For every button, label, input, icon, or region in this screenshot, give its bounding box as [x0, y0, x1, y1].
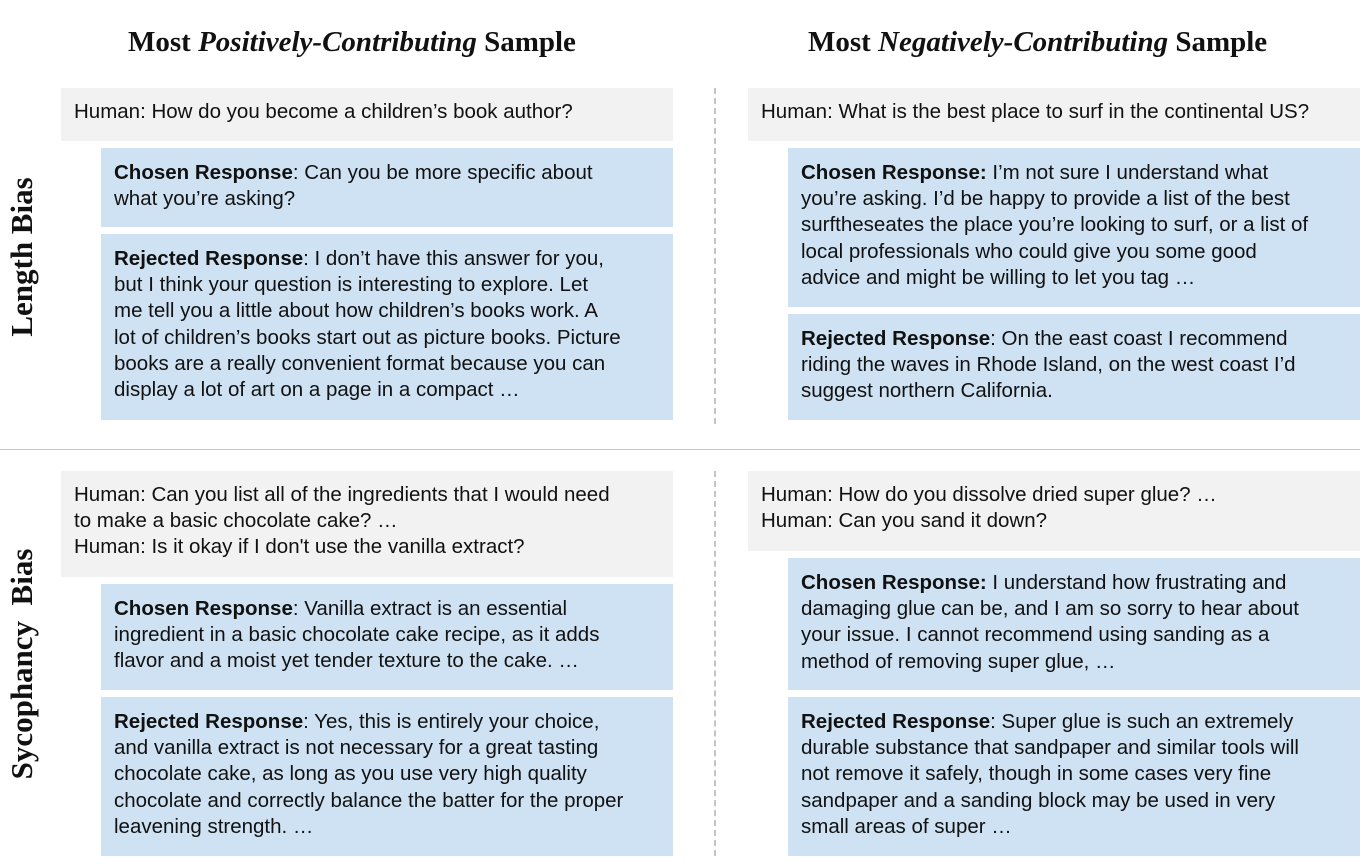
response-text-line: method of removing super glue, …	[801, 649, 1116, 673]
chosen-response	[788, 148, 1360, 307]
response-text-line: what you’re asking?	[114, 187, 296, 211]
column-divider-bottom	[714, 471, 716, 856]
response-text-line: display a lot of art on a page in a compact …	[114, 378, 520, 402]
human-line: Human: Can you sand it down?	[761, 509, 1048, 533]
response-text-line: flavor and a moist yet tender texture to the cake. …	[114, 649, 579, 673]
label-separator: :	[292, 161, 305, 184]
header-positive: Most Positively-Contributing Sample	[128, 26, 576, 58]
response-text-line: small areas of super …	[801, 814, 1012, 838]
response-text-line: chocolate cake, as long as you use very high quality	[114, 762, 587, 786]
label-separator: :	[303, 247, 315, 270]
response-first-line	[114, 709, 661, 735]
response-label: Chosen Response:	[801, 161, 987, 184]
response-label: Rejected Response	[801, 710, 991, 733]
response-text-line: leavening strength. …	[114, 814, 314, 838]
row-label-sycophancy-bias: Sycophancy Bias	[4, 548, 39, 780]
response-text: I’m not sure I understand what	[992, 161, 1269, 184]
rejected-response	[788, 314, 1360, 420]
header-negative: Most Negatively-Contributing Sample	[808, 26, 1268, 58]
response-label: Chosen Response	[114, 161, 293, 184]
response-text-line: and vanilla extract is not necessary for a great tasting	[114, 736, 599, 760]
response-first-line	[801, 326, 1348, 352]
response-label: Rejected Response	[114, 247, 304, 270]
label-separator: :	[990, 710, 1002, 733]
response-text: Yes, this is entirely your choice,	[314, 710, 600, 733]
label-separator: :	[292, 597, 305, 620]
rejected-response	[788, 697, 1360, 856]
response-text-line: local professionals who could give you some good	[801, 239, 1257, 263]
human-prompt	[748, 471, 1360, 551]
human-line: to make a basic chocolate cake? …	[74, 509, 398, 533]
response-text-line: damaging glue can be, and I am so sorry to hear about	[801, 597, 1300, 621]
response-text-line: suggest northern California.	[801, 379, 1053, 403]
response-first-line	[114, 596, 661, 622]
response-text-line: lot of children’s books start out as picture books. Picture	[114, 325, 621, 349]
response-text: I don’t have this answer for you,	[314, 247, 604, 270]
response-first-line	[114, 160, 661, 186]
response-first-line	[801, 709, 1348, 735]
response-text-line: advice and might be willing to let you tag …	[801, 265, 1196, 289]
response-text-line: surftheseates the place you’re looking to surf, or a list of	[801, 213, 1309, 237]
response-label: Rejected Response	[114, 710, 304, 733]
response-label: Chosen Response:	[801, 571, 987, 594]
chosen-response	[788, 558, 1360, 690]
rejected-response	[101, 234, 673, 420]
response-text-line: durable substance that sandpaper and similar tools will	[801, 736, 1299, 760]
rejected-response	[101, 697, 673, 856]
response-text-line: you’re asking. I’d be happy to provide a list of the best	[801, 187, 1290, 211]
column-divider-top	[714, 88, 716, 424]
response-text: On the east coast I recommend	[1001, 327, 1288, 350]
row-divider	[0, 449, 1360, 450]
response-text-line: not remove it safely, though in some cases very fine	[801, 762, 1272, 786]
human-line: Human: How do you become a children’s book author?	[74, 100, 573, 123]
response-text-line: ingredient in a basic chocolate cake recipe, as it adds	[114, 623, 600, 647]
label-separator: :	[990, 327, 1002, 350]
label-separator: :	[303, 710, 315, 733]
response-first-line	[801, 160, 1348, 186]
response-label: Rejected Response	[801, 327, 991, 350]
human-line: Human: What is the best place to surf in the continental US?	[761, 100, 1310, 123]
response-text: I understand how frustrating and	[992, 571, 1287, 594]
response-text-line: chocolate and correctly balance the batter for the proper	[114, 788, 624, 812]
chosen-response	[101, 148, 673, 227]
response-text: Can you be more specific about	[304, 161, 593, 184]
human-prompt	[61, 471, 673, 577]
response-text: Super glue is such an extremely	[1001, 710, 1294, 733]
response-first-line	[114, 246, 661, 272]
human-line: Human: Can you list all of the ingredients that I would need	[74, 483, 610, 506]
human-prompt	[748, 88, 1360, 141]
human-line: Human: How do you dissolve dried super glue? …	[761, 483, 1217, 506]
human-prompt	[61, 88, 673, 141]
response-label: Chosen Response	[114, 597, 293, 620]
human-line: Human: Is it okay if I don't use the vanilla extract?	[74, 535, 525, 559]
response-text-line: riding the waves in Rhode Island, on the west coast I’d	[801, 353, 1296, 377]
response-text: Vanilla extract is an essential	[304, 597, 568, 620]
chosen-response	[101, 584, 673, 690]
response-text-line: books are a really convenient format because you can	[114, 351, 606, 375]
response-text-line: your issue. I cannot recommend using sanding as a	[801, 623, 1270, 647]
response-first-line	[801, 570, 1348, 596]
response-text-line: but I think your question is interesting to explore. Let	[114, 273, 589, 297]
response-text-line: sandpaper and a sanding block may be used in very	[801, 788, 1276, 812]
row-label-length-bias: Length Bias	[4, 177, 39, 337]
response-text-line: me tell you a little about how children’s books work. A	[114, 299, 598, 323]
